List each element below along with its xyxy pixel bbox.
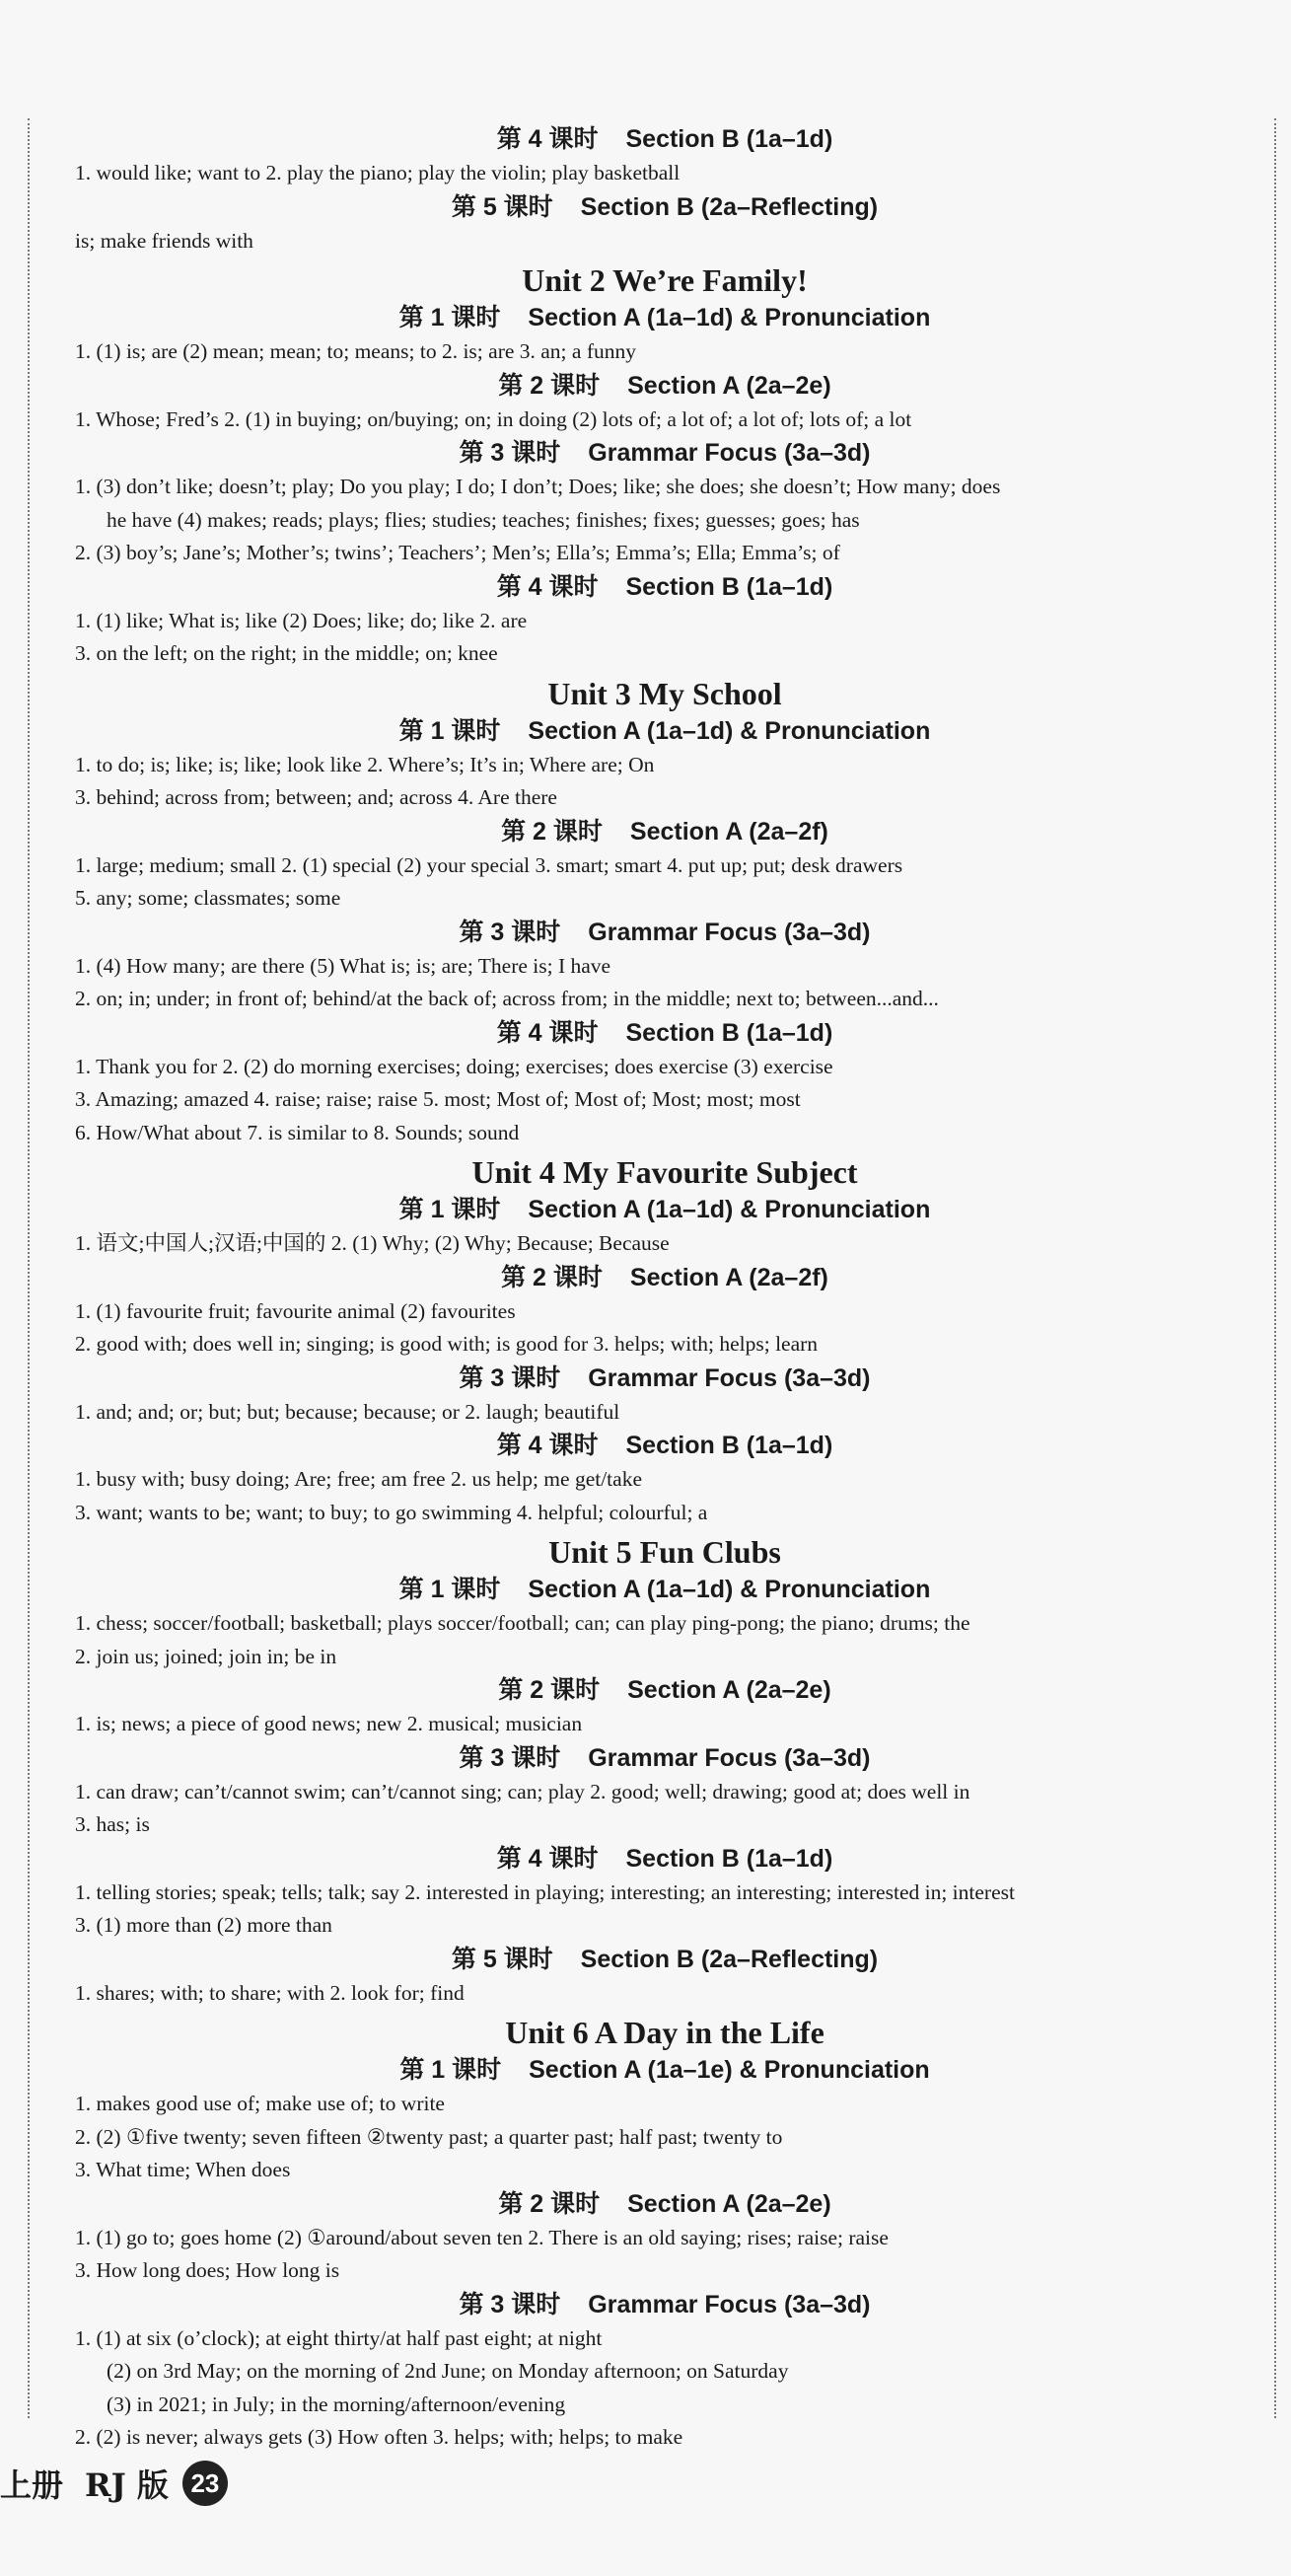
answer-line: he have (4) makes; reads; plays; flies; studies; teaches; finishes; fixes; guesses; goes; has [107, 507, 860, 532]
answer-line: 3. (1) more than (2) more than [75, 1913, 332, 1937]
lesson-number: 第 4 课时 [496, 125, 599, 153]
lesson-section: Section A (2a–2f) [629, 817, 828, 846]
lesson-number: 第 2 课时 [498, 371, 601, 400]
unit-title: Unit 6 A Day in the Life [505, 2015, 825, 2050]
answer-line: 1. busy with; busy doing; Are; free; am free 2. us help; me get/take [75, 1467, 642, 1491]
answer-line: is; make friends with [75, 228, 253, 253]
edition-label: RJ 版 [85, 2466, 169, 2504]
answer-line: (3) in 2021; in July; in the morning/afternoon/evening [107, 2392, 566, 2416]
lesson-heading [75, 1741, 1255, 1776]
answer-line: 1. and; and; or; but; but; because; because; or 2. laugh; beautiful [75, 1399, 620, 1424]
lesson-heading [75, 190, 1255, 225]
lesson-section: Grammar Focus (3a–3d) [588, 2290, 871, 2318]
lesson-heading [75, 436, 1255, 471]
lesson-section: Section A (2a–2e) [627, 371, 831, 400]
lesson-section: Section B (1a–1d) [625, 1432, 833, 1459]
lesson-number: 第 3 课时 [459, 1363, 561, 1392]
lesson-number: 第 3 课时 [459, 918, 561, 946]
unit-title: Unit 4 My Favourite Subject [471, 1154, 858, 1190]
lesson-number: 第 2 课时 [501, 1263, 603, 1291]
lesson-number: 第 1 课时 [399, 2056, 502, 2084]
answer-line: 2. on; in; under; in front of; behind/at the back of; across from; in the middle; next to; between...and... [75, 987, 939, 1010]
unit-title: Unit 2 We’re Family! [522, 262, 808, 298]
lesson-heading [75, 1261, 1255, 1295]
answer-line: 1. (1) at six (o’clock); at eight thirty/at half past eight; at night [75, 2325, 603, 2350]
answer-line: 1. (4) How many; are there (5) What is; is; are; There is; I have [75, 953, 611, 978]
answer-line: 2. join us; joined; join in; be in [75, 1644, 337, 1668]
answer-line: 2. (3) boy’s; Jane’s; Mother’s; twins’; Teachers’; Men’s; Ella’s; Emma’s; Ella; Emma’s; of [75, 541, 840, 564]
unit-title: Unit 5 Fun Clubs [548, 1534, 781, 1570]
answer-line: 2. good with; does well in; singing; is good with; is good for 3. helps; with; helps; learn [75, 1332, 819, 1356]
lesson-section: Section B (2a–Reflecting) [580, 192, 879, 221]
lesson-number: 第 4 课时 [496, 1018, 599, 1047]
answer-line: 3. Amazing; amazed 4. raise; raise; raise 5. most; Most of; Most of; Most; most; most [75, 1087, 801, 1111]
lesson-heading [75, 1673, 1255, 1708]
answer-line: 1. to do; is; like; is; like; look like 2. Where’s; It’s in; Where are; On [75, 752, 655, 776]
lesson-section: Section B (1a–1d) [625, 1018, 833, 1047]
answer-line: 3. on the left; on the right; in the middle; on; knee [75, 641, 498, 665]
lesson-number: 第 4 课时 [496, 1432, 599, 1459]
answer-line: 1. shares; with; to share; with 2. look for; find [75, 1980, 465, 2005]
answer-line: 1. large; medium; small 2. (1) special (2) your special 3. smart; smart 4. put up; put; desk drawers [75, 852, 903, 877]
lesson-number: 第 4 课时 [496, 1844, 599, 1873]
lesson-number: 第 1 课时 [398, 1196, 501, 1223]
lesson-number: 第 2 课时 [498, 2189, 601, 2218]
lesson-number: 第 2 课时 [501, 817, 603, 846]
lesson-heading [75, 369, 1255, 404]
lesson-section: Section B (1a–1d) [625, 572, 833, 601]
answer-line: 1. telling stories; speak; tells; talk; say 2. interested in playing; interesting; an interesting; interested in; interest [75, 1879, 1015, 1904]
lesson-section: Section A (2a–2e) [627, 2189, 831, 2218]
lesson-number: 第 1 课时 [398, 304, 501, 331]
lesson-heading [75, 1573, 1255, 1607]
lesson-heading [75, 301, 1255, 335]
lesson-heading [75, 570, 1255, 605]
lesson-number: 第 4 课时 [496, 572, 599, 601]
answer-key-content [75, 122, 1255, 2455]
left-dotted-margin [28, 118, 30, 2418]
unit-title: Unit 3 My School [547, 675, 782, 711]
lesson-number: 第 2 课时 [498, 1676, 601, 1704]
answer-line: 1. (1) is; are (2) mean; mean; to; means; to 2. is; are 3. an; a funny [75, 339, 636, 363]
lesson-heading [75, 1842, 1255, 1877]
answer-line: 5. any; some; classmates; some [75, 886, 341, 910]
lesson-section: Section A (1a–1e) & Pronunciation [529, 2056, 930, 2084]
lesson-number: 第 1 课时 [398, 716, 501, 745]
lesson-number: 第 1 课时 [398, 1576, 501, 1603]
lesson-section: Section A (1a–1d) & Pronunciation [528, 304, 931, 331]
answer-line: 1. (3) don’t like; doesn’t; play; Do you play; I do; I don’t; Does; like; she does; she doesn’t; How many; does [75, 475, 1001, 498]
lesson-number: 第 3 课时 [459, 2290, 561, 2318]
answer-line: 1. (1) favourite fruit; favourite animal (2) favourites [75, 1298, 516, 1323]
answer-line: 1. 语文;中国人;汉语;中国的 2. (1) Why; (2) Why; Because; Because [75, 1231, 670, 1255]
page-number-badge: 23 [182, 2461, 228, 2506]
answer-line: 1. (1) like; What is; like (2) Does; like; do; like 2. are [75, 608, 528, 632]
lesson-section: Grammar Focus (3a–3d) [588, 1743, 871, 1772]
lesson-section: Section A (1a–1d) & Pronunciation [528, 1196, 931, 1223]
lesson-heading [75, 1362, 1255, 1396]
answer-line: 1. Thank you for 2. (2) do morning exercises; doing; exercises; does exercise (3) exercise [75, 1054, 833, 1078]
lesson-section: Grammar Focus (3a–3d) [588, 1363, 871, 1392]
answer-line: 2. (2) ①five twenty; seven fifteen ②twenty past; a quarter past; half past; twenty to [75, 2124, 783, 2149]
answer-line: 3. has; is [75, 1812, 150, 1836]
lesson-number: 第 5 课时 [451, 1945, 553, 1973]
lesson-section: Section A (2a–2e) [627, 1676, 831, 1704]
answer-line: 3. behind; across from; between; and; across 4. Are there [75, 785, 557, 809]
lesson-section: Section A (2a–2f) [629, 1263, 828, 1291]
lesson-section: Section B (2a–Reflecting) [580, 1945, 879, 1973]
answer-line: 1. chess; soccer/football; basketball; plays soccer/football; can; can play ping-pong; the piano; drums; the [75, 1611, 970, 1635]
lesson-section: Grammar Focus (3a–3d) [588, 439, 871, 467]
lesson-heading [75, 122, 1255, 157]
answer-line: 6. How/What about 7. is similar to 8. Sounds; sound [75, 1120, 520, 1144]
lesson-heading [75, 815, 1255, 849]
lesson-number: 第 5 课时 [451, 192, 553, 221]
answer-line: 3. What time; When does [75, 2158, 291, 2181]
lesson-section: Section B (1a–1d) [625, 1844, 833, 1873]
answer-line: 1. can draw; can’t/cannot swim; can’t/cannot sing; can; play 2. good; well; drawing; good at; does well in [75, 1779, 970, 1803]
lesson-section: Section A (1a–1d) & Pronunciation [528, 716, 931, 745]
lesson-section: Section B (1a–1d) [625, 125, 833, 153]
answer-line: 1. (1) go to; goes home (2) ①around/about seven ten 2. There is an old saying; rises; raise; raise [75, 2225, 889, 2249]
answer-line: 1. Whose; Fred’s 2. (1) in buying; on/buying; on; in doing (2) lots of; a lot of; a lot of; lots of; a lot [75, 406, 912, 431]
answer-line: 1. would like; want to 2. play the piano; play the violin; play basketball [75, 161, 681, 184]
lesson-heading [75, 2187, 1255, 2222]
answer-line: 2. (2) is never; always gets (3) How often 3. helps; with; helps; to make [75, 2425, 683, 2449]
lesson-section: Grammar Focus (3a–3d) [588, 918, 871, 946]
lesson-heading [75, 1429, 1255, 1463]
lesson-heading [75, 1943, 1255, 1977]
lesson-number: 第 3 课时 [459, 439, 561, 467]
lesson-heading [75, 1016, 1255, 1051]
lesson-heading [75, 2053, 1255, 2088]
lesson-heading [75, 916, 1255, 950]
answer-line: (2) on 3rd May; on the morning of 2nd June; on Monday afternoon; on Saturday [107, 2359, 789, 2383]
lesson-heading [75, 1193, 1255, 1227]
lesson-number: 第 3 课时 [459, 1743, 561, 1772]
book-volume: 上册 [0, 2466, 64, 2504]
lesson-heading [75, 714, 1255, 749]
right-dotted-margin [1274, 118, 1276, 2418]
answer-line: 1. makes good use of; make use of; to write [75, 2092, 445, 2115]
lesson-section: Section A (1a–1d) & Pronunciation [528, 1576, 931, 1603]
answer-line: 3. want; wants to be; want; to buy; to go swimming 4. helpful; colourful; a [75, 1500, 708, 1524]
answer-line: 1. is; news; a piece of good news; new 2. musical; musician [75, 1712, 583, 1735]
page-footer [0, 2459, 228, 2508]
lesson-heading [75, 2288, 1255, 2322]
answer-line: 3. How long does; How long is [75, 2258, 340, 2282]
